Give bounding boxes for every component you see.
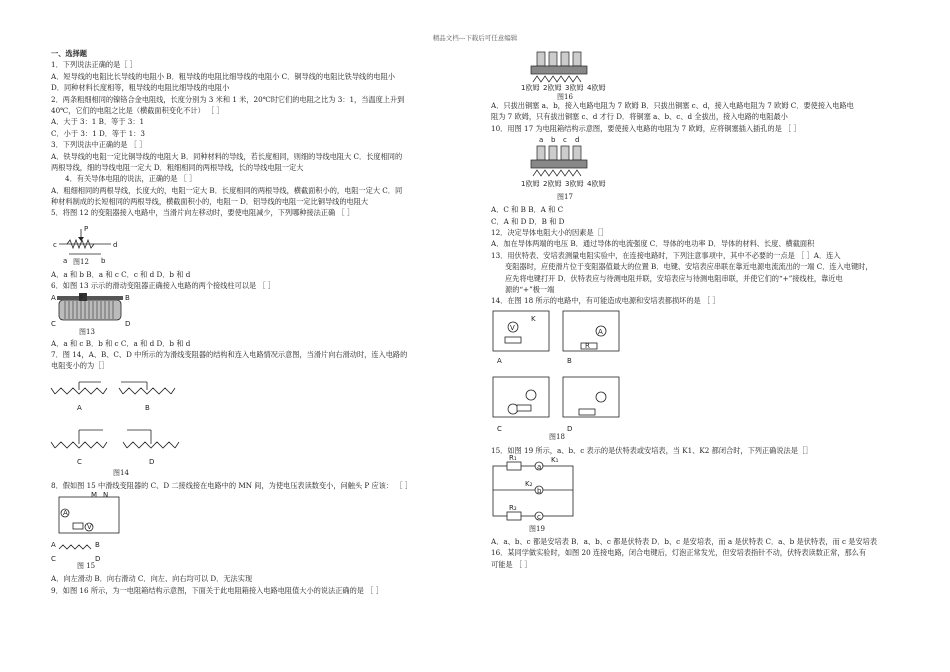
q14-stem: 14．在图 18 所示的电路中，有可能造成电源和安培表都损坏的是 ［ ］ <box>491 296 720 306</box>
q10-options: A．C 和 B B．A 和 C <box>491 205 564 215</box>
sliding-rheostat-photo <box>51 292 141 338</box>
fig15-label: D <box>95 555 101 564</box>
fig17-label: 1欧姆 <box>521 180 540 189</box>
fig17-caption: 图17 <box>557 193 573 202</box>
figure-15 <box>51 491 461 573</box>
fig12-label: a <box>63 256 68 265</box>
fig15-caption: 图 15 <box>77 562 96 571</box>
q13-stem: 13．用伏特表、安培表测量电阻实验中，在连接电路时，下列注意事项中，其中不必要的一点是 ［ ］A．连入 <box>491 250 841 260</box>
circuit-diagram-15 <box>51 491 151 573</box>
right-column <box>491 48 909 570</box>
fig12-label: c <box>53 240 57 249</box>
q15-options: A．a、b、c 都是安培表 B．a、b、c 都是伏特表 D．b、c 是安培表，而 a 是伏特表 C．a、b 是伏特表，而 c 是安培表 <box>491 537 878 547</box>
fig16-label: 4欧姆 <box>587 84 606 92</box>
q6-options: A．a 和 c B．b 和 c C．a 和 d D．b 和 d <box>51 338 191 348</box>
fig14-label: B <box>145 403 150 412</box>
fig16-label: 2欧姆 <box>543 84 562 92</box>
fig19-label: K₁ <box>551 456 559 465</box>
q12-options: A．加在导体两端的电压 B．通过导体的电流强度 C．导体的电功率 D．导体的材料、长度、横截面积 <box>491 239 815 249</box>
fig19-label: a <box>537 463 542 472</box>
fig15-label: M <box>91 491 98 500</box>
q4-options-line: 种材料制成的长短相同的两根导线，横截面积小的，电阻一 D．铝导线的电阻一定比铜导线的电阻大 <box>51 197 369 207</box>
fig17-label: a <box>539 136 544 145</box>
fig14-label: D <box>149 457 155 466</box>
q13-options-line: 变阻器时，应使滑片位于变阻器值最大的位置 B．电键、安培表应串联在靠近电源电流流出的一端 C．连入电键时， <box>505 262 873 272</box>
q8-stem: 8．假如图 15 中滑线变阻器的 C、D 二接线接在电路中的 MN 间，为使电压表读数变小，问触头 P 应该： ［ ］ <box>51 480 413 490</box>
q9-options-line: 阻为 7 欧姆，只有拔出铜塞 c、d 才行 D．将铜塞 a、b、c、d 全拔出，接入电路的电阻最小 <box>491 112 788 122</box>
fig18-label: B <box>567 356 572 365</box>
fig14-caption: 图14 <box>113 468 129 477</box>
q2-stem-cont: 40℃，它们的电阻之比是（横截面积变化不计） ［ ］ <box>51 105 224 115</box>
q5-stem: 5．将图 12 的变阻器接入电路中，当滑片向左移动时，要使电阻减少，下列哪种接法正确 ［ ］ <box>51 208 355 218</box>
fig13-label: D <box>125 319 131 328</box>
figure-12 <box>51 219 461 269</box>
q10-options: C．A 和 D D．B 和 D <box>491 216 565 226</box>
fig18-label: D <box>567 424 573 433</box>
fig15-label: A <box>51 541 56 550</box>
figure-18 <box>491 307 909 445</box>
fig12-label: P <box>84 224 89 233</box>
fig15-label: C <box>51 555 56 564</box>
q10-stem: 10．用图 17 为电阻箱结构示意图，要使接入电路的电阻为 7 欧姆，应将铜塞插入插孔的是 ［ ］ <box>491 123 801 133</box>
fig13-label: B <box>125 293 130 302</box>
figure-19 <box>491 456 909 536</box>
fig16-label: 1欧姆 <box>521 84 540 92</box>
figure-17 <box>491 134 909 204</box>
fig18-label: R <box>585 341 590 350</box>
q1-stem: 1．下列说法正确的是［ ］ <box>51 60 137 70</box>
fig19-label: R₁ <box>509 454 517 463</box>
q16-stem: 16．某同学做实验时，如图 20 连接电路，闭合电键后，灯泡正常发光，但安培表指针不动，伏特表读数正常，那么有 <box>491 548 867 558</box>
fig12-caption: 图12 <box>73 257 89 266</box>
q4-options-line: A．粗细相同的两根导线，长度大的，电阻一定大 B．长度相同的两根导线，横截面积小的，电阻一定大 C．同 <box>51 185 403 195</box>
fig17-label: c <box>563 136 567 145</box>
q12-stem: 12．决定导体电阻大小的因素是［］ <box>491 227 608 237</box>
fig13-caption: 图13 <box>79 327 95 336</box>
q9-options-line: A．只拔出铜塞 a、b，接入电路电阻为 7 欧姆 B．只拔出铜塞 c、d，接入电路电阻为 7 欧姆 C．要使接入电路电 <box>491 101 854 110</box>
q3-options-line: 两根导线，细的导线电阻一定大 D．粗细相同的两根导线，长的导线电阻一定大 <box>51 162 304 172</box>
fig15-label: A <box>63 509 68 518</box>
fig17-label: 3欧姆 <box>565 180 584 189</box>
page-header: 精品文档---下载后可任意编辑 <box>432 34 518 42</box>
fig19-label: b <box>537 487 542 496</box>
q7-stem: 7．图 14，A、B、C、D 中所示的为滑线变阻器的结构和连入电路情况示意图，当滑片向右滑动时，连入电路的 <box>51 350 408 360</box>
fig15-label: B <box>95 541 100 550</box>
fig19-caption: 图19 <box>529 525 545 534</box>
fig18-label: K <box>531 314 536 323</box>
section-title: 一、选择题 <box>51 49 87 58</box>
q1-options-line: D．同种材料长度相等，粗导线的电阻比细导线的电阻小 <box>51 83 230 93</box>
figure-13 <box>51 292 461 338</box>
q2-stem: 2．两条粗细相同的镍铬合金电阻线，长度分别为 3 米和 1 米，20℃时它们的电阻之比为 3：1，当温度上升到 <box>51 94 405 104</box>
q4-stem: 4．有关导体电阻的说法，正确的是 ［ ］ <box>65 174 197 184</box>
q6-stem: 6．如图 13 示示的滑动变阻器正确接入电路的两个接线柱可以是 ［ ］ <box>51 281 276 291</box>
resistance-box-16 <box>491 48 606 100</box>
fig19-label: c <box>537 513 541 522</box>
fig17-label: 2欧姆 <box>543 180 562 189</box>
circuit-diagrams-18 <box>491 307 661 445</box>
fig16-caption: 图16 <box>557 93 573 101</box>
q15-stem: 15．如图 19 所示，a、b、c 表示的是伏特表或安培表，当 K1、K2 都闭合时，下列正确说法是［］ <box>491 445 813 455</box>
fig16-label: 3欧姆 <box>565 84 584 92</box>
fig15-label: V <box>87 523 92 532</box>
fig18-label: C <box>497 424 502 433</box>
fig15-label: N <box>103 491 109 500</box>
fig18-label: A <box>497 356 502 365</box>
fig17-label: b <box>551 136 556 145</box>
figure-14 <box>51 372 461 480</box>
fig12-label: b <box>101 256 106 265</box>
q13-options-line: 源的“+”极一端 <box>505 284 555 294</box>
q8-options: A．向左滑动 B．向右滑动 C．向左、向右均可以 D．无法实现 <box>51 574 253 584</box>
q2-options-line: C．小于 3：1 D．等于 1：3 <box>51 128 145 138</box>
fig18-label: A <box>598 327 603 336</box>
q9-stem: 9．如图 16 所示，为一电阻箱结构示意图，下面关于此电阻箱接入电路电阻值大小的说法正确的是 ［ ］ <box>51 585 383 595</box>
q1-options-line: A．短导线的电阻比长导线的电阻小 B．粗导线的电阻比细导线的电阻小 C．铜导线的电阻比铁导线的电阻小 <box>51 71 395 81</box>
fig13-label: C <box>51 319 56 328</box>
q2-options-line: A．大于 3：1 B．等于 3：1 <box>51 117 145 127</box>
fig13-label: A <box>51 293 56 302</box>
rheostat-diagram <box>51 219 171 269</box>
fig17-label: d <box>575 136 580 145</box>
q13-options-line: 应先将电键打开 D．伏特表应与待测电阻并联，安培表应与待测电阻串联，并使它们的“+”接线柱，靠近电 <box>505 273 843 283</box>
fig18-caption: 图18 <box>549 432 565 441</box>
figure-16 <box>491 48 909 100</box>
q3-stem: 3．下列说法中正确的是 ［ ］ <box>51 140 147 150</box>
fig19-label: R₂ <box>509 504 517 513</box>
q3-options-line: A．铁导线的电阻一定比铜导线的电阻大 B．同种材料的导线，若长度相同，则细的导线电阻大 C．长度相同的 <box>51 151 403 161</box>
fig13-label: P <box>79 293 84 302</box>
fig12-label: d <box>113 240 118 249</box>
fig17-label: 4欧姆 <box>587 180 606 189</box>
resistance-box-17 <box>491 134 606 204</box>
fig18-label: V <box>510 323 515 332</box>
left-column <box>51 48 461 596</box>
fig14-label: C <box>77 457 82 466</box>
q7-stem-cont: 电阻变小的为［］ <box>51 361 109 371</box>
fig14-label: A <box>77 403 82 412</box>
fig19-label: K₂ <box>525 480 533 489</box>
q5-options: A．a 和 b B．a 和 c C．c 和 d D．b 和 d <box>51 269 191 279</box>
q16-stem-cont: 可能是 ［ ］ <box>491 559 532 569</box>
rheostat-variants-diagram <box>51 372 251 480</box>
